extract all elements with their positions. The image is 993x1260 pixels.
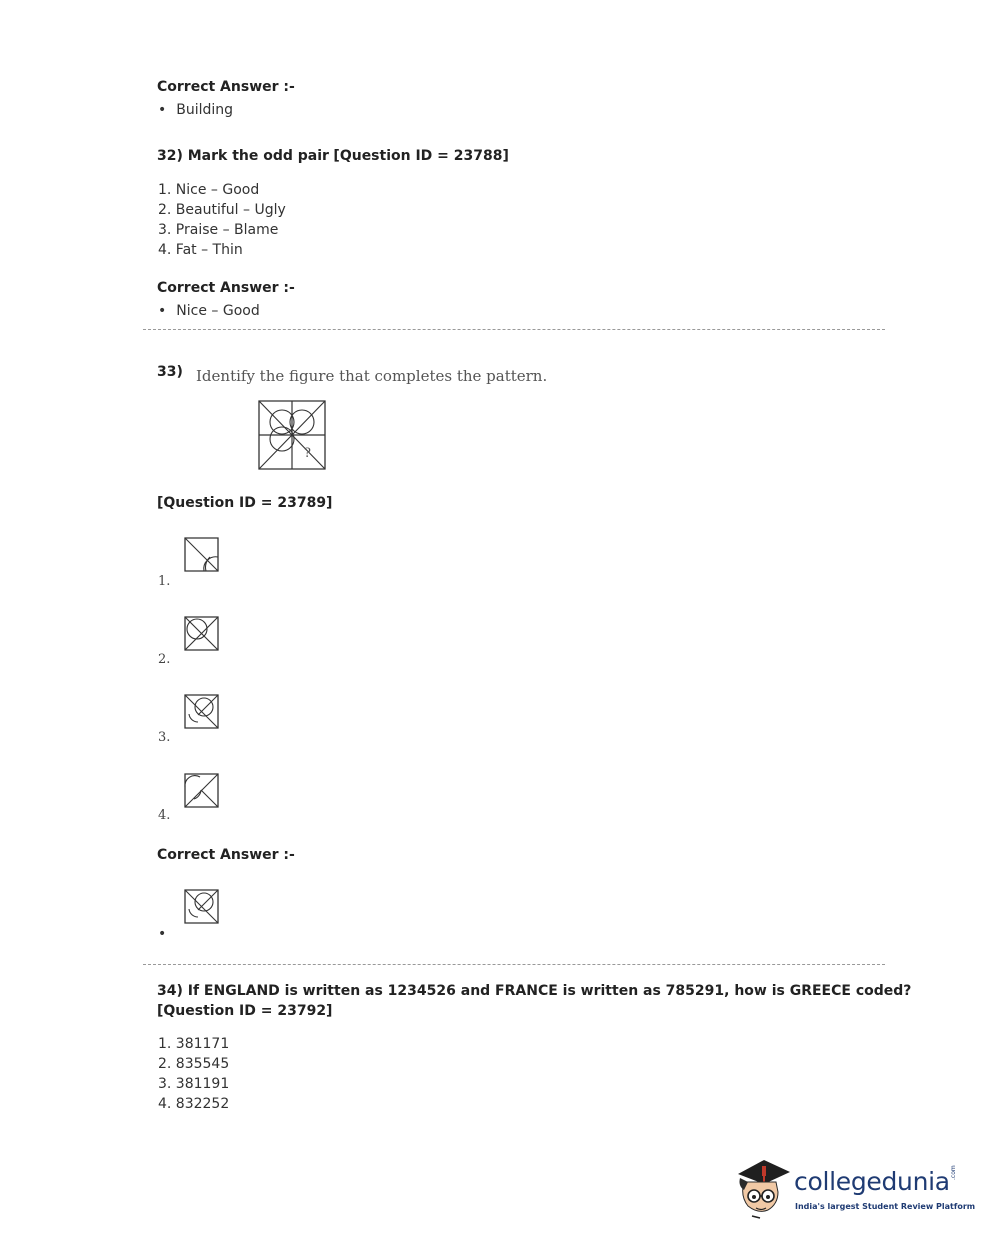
- q31-correct-label: Correct Answer :-: [157, 79, 295, 95]
- option-item: 4. 832252: [158, 1096, 230, 1112]
- option-number: 4.: [158, 808, 171, 823]
- q32-options: [158, 182, 286, 262]
- q33-number: 33): [157, 364, 183, 380]
- logo-suffix: .com: [950, 1165, 957, 1180]
- pattern-question-mark: ?: [304, 446, 311, 461]
- option-item: 2. Beautiful – Ugly: [158, 202, 286, 218]
- separator: [143, 329, 885, 330]
- q32-title: 32) Mark the odd pair: [157, 148, 329, 164]
- option-item: 1. Nice – Good: [158, 182, 260, 198]
- option-number: 3.: [158, 730, 171, 745]
- q32-answer: • Nice – Good: [158, 303, 260, 319]
- q33-correct-label: Correct Answer :-: [157, 847, 295, 863]
- separator: [143, 964, 885, 965]
- option-number: 2.: [158, 652, 171, 667]
- logo-tagline: India's largest Student Review Platform: [795, 1202, 976, 1211]
- option-item: 4. Fat – Thin: [158, 242, 243, 258]
- q31-answer: • Building: [158, 102, 233, 118]
- q34-question-id: [Question ID = 23792]: [157, 1003, 333, 1019]
- q33-text: Identify the figure that completes the pattern.: [196, 367, 548, 385]
- bullet-icon: •: [158, 926, 167, 942]
- q34-options: [158, 1036, 229, 1116]
- option-item: 3. 381191: [158, 1076, 230, 1092]
- option-number: 1.: [158, 574, 171, 589]
- pattern-figure-icon: [258, 400, 328, 472]
- q32-heading: [157, 148, 509, 164]
- collegedunia-mascot-icon: [734, 1152, 794, 1220]
- option-figure-icon[interactable]: [184, 537, 220, 573]
- q32-correct-label: Correct Answer :-: [157, 280, 295, 296]
- option-item: 3. Praise – Blame: [158, 222, 279, 238]
- option-item: 2. 835545: [158, 1056, 230, 1072]
- option-figure-icon[interactable]: [184, 773, 220, 809]
- answer-figure-icon: [184, 889, 220, 925]
- option-figure-icon[interactable]: [184, 616, 220, 652]
- q33-question-id: [Question ID = 23789]: [157, 495, 333, 511]
- logo-wordmark: collegedunia: [794, 1167, 950, 1196]
- option-figure-icon[interactable]: [184, 694, 220, 730]
- q32-question-id: [Question ID = 23788]: [333, 148, 509, 164]
- option-item: 1. 381171: [158, 1036, 230, 1052]
- q34-question: 34) If ENGLAND is written as 1234526 and FRANCE is written as 785291, how is GREECE coded?: [157, 983, 912, 999]
